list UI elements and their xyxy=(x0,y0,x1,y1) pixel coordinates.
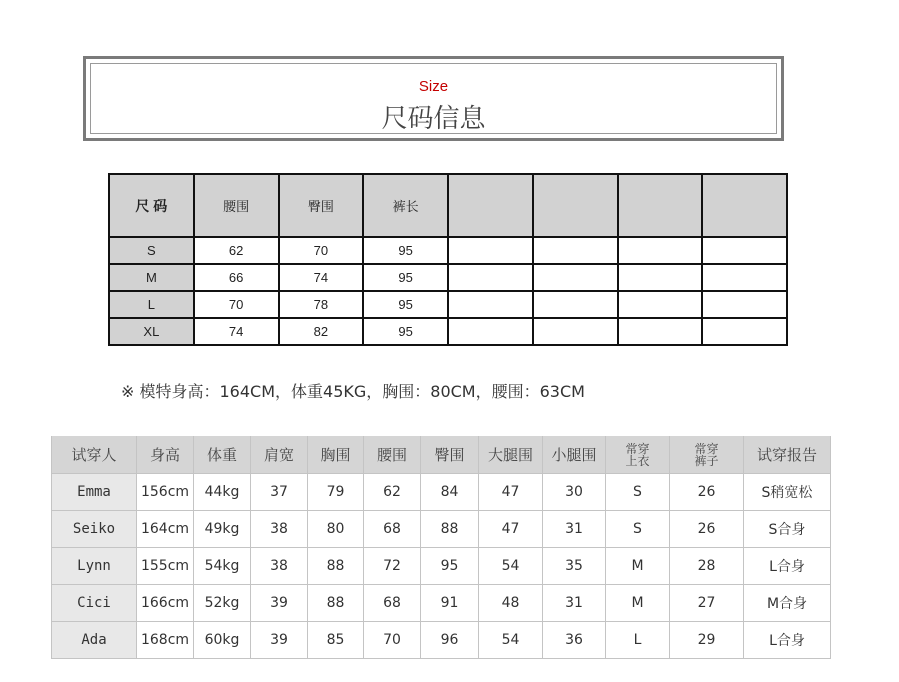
tryon-value-cell: 68 xyxy=(364,511,421,548)
tryon-header-cell: 试穿报告 xyxy=(744,436,831,474)
tryon-value-cell: 38 xyxy=(251,511,308,548)
size-header-cell xyxy=(533,174,618,237)
tryon-header-cell: 体重 xyxy=(194,436,251,474)
size-label-cell: L xyxy=(109,291,194,318)
size-value-cell: 62 xyxy=(194,237,279,264)
tryon-value-cell: 155cm xyxy=(137,548,194,585)
tryon-header-cell: 常穿 上衣 xyxy=(606,436,670,474)
size-header-cell: 臀围 xyxy=(279,174,364,237)
size-value-cell: 74 xyxy=(279,264,364,291)
size-table-row xyxy=(109,318,787,345)
tryon-value-cell: 95 xyxy=(421,548,479,585)
tryon-value-cell: 84 xyxy=(421,474,479,511)
tryon-value-cell: 31 xyxy=(543,585,606,622)
size-value-cell xyxy=(533,237,618,264)
tryon-table-row xyxy=(52,585,831,622)
tryon-header-cell: 胸围 xyxy=(308,436,364,474)
tryon-value-cell: 88 xyxy=(308,548,364,585)
size-value-cell: 74 xyxy=(194,318,279,345)
size-value-cell xyxy=(533,291,618,318)
tryon-value-cell: 47 xyxy=(479,511,543,548)
size-header-cell: 腰围 xyxy=(194,174,279,237)
tryon-value-cell: 37 xyxy=(251,474,308,511)
tryon-value-cell: 68 xyxy=(364,585,421,622)
tryon-value-cell: 48 xyxy=(479,585,543,622)
size-table-row xyxy=(109,264,787,291)
size-chart-table xyxy=(108,173,788,346)
tryon-value-cell: 26 xyxy=(670,474,744,511)
tryon-value-cell: M xyxy=(606,585,670,622)
tryon-value-cell: 54 xyxy=(479,622,543,659)
tryon-value-cell: L xyxy=(606,622,670,659)
tryon-header-cell: 试穿人 xyxy=(52,436,137,474)
tryon-value-cell: 36 xyxy=(543,622,606,659)
size-value-cell: 78 xyxy=(279,291,364,318)
size-header-cell xyxy=(618,174,703,237)
header-subtitle: Size xyxy=(418,78,449,95)
tryon-value-cell: 54 xyxy=(479,548,543,585)
size-value-cell xyxy=(448,291,533,318)
size-value-cell xyxy=(702,291,787,318)
tryon-value-cell: S xyxy=(606,511,670,548)
size-header-cell: 尺 码 xyxy=(109,174,194,237)
tryon-value-cell: S稍宽松 xyxy=(744,474,831,511)
tester-name-cell: Lynn xyxy=(52,548,137,585)
model-info-note: ※ 模特身高：164CM，体重45KG，胸围：80CM，腰围：63CM xyxy=(121,382,585,401)
size-value-cell xyxy=(618,264,703,291)
size-value-cell: 82 xyxy=(279,318,364,345)
tryon-value-cell: 28 xyxy=(670,548,744,585)
size-label-cell: XL xyxy=(109,318,194,345)
tryon-table-row xyxy=(52,622,831,659)
tryon-value-cell: 27 xyxy=(670,585,744,622)
size-value-cell xyxy=(618,291,703,318)
tryon-value-cell: L合身 xyxy=(744,622,831,659)
tryon-header-cell: 肩宽 xyxy=(251,436,308,474)
tryon-value-cell: 80 xyxy=(308,511,364,548)
tryon-value-cell: 88 xyxy=(421,511,479,548)
tryon-value-cell: 164cm xyxy=(137,511,194,548)
tryon-table-row xyxy=(52,474,831,511)
tryon-value-cell: S合身 xyxy=(744,511,831,548)
tryon-header-cell: 大腿围 xyxy=(479,436,543,474)
tryon-value-cell: 39 xyxy=(251,622,308,659)
size-value-cell: 70 xyxy=(194,291,279,318)
tryon-value-cell: 47 xyxy=(479,474,543,511)
size-label-cell: M xyxy=(109,264,194,291)
tryon-table-header-row xyxy=(52,436,831,474)
tryon-value-cell: 29 xyxy=(670,622,744,659)
tryon-value-cell: 166cm xyxy=(137,585,194,622)
size-value-cell xyxy=(448,237,533,264)
size-table-row xyxy=(109,237,787,264)
tryon-value-cell: 39 xyxy=(251,585,308,622)
size-value-cell: 95 xyxy=(363,291,448,318)
tryon-header-cell: 臀围 xyxy=(421,436,479,474)
tryon-header-cell: 小腿围 xyxy=(543,436,606,474)
tryon-header-cell: 身高 xyxy=(137,436,194,474)
size-value-cell: 66 xyxy=(194,264,279,291)
size-value-cell xyxy=(533,264,618,291)
size-table-header-row xyxy=(109,174,787,237)
tryon-value-cell: 38 xyxy=(251,548,308,585)
size-value-cell xyxy=(448,318,533,345)
tryon-table-row xyxy=(52,548,831,585)
size-value-cell: 95 xyxy=(363,318,448,345)
tryon-value-cell: 168cm xyxy=(137,622,194,659)
tryon-value-cell: 52kg xyxy=(194,585,251,622)
size-header-cell: 裤长 xyxy=(363,174,448,237)
header-title: 尺码信息 xyxy=(381,104,486,134)
size-header-box xyxy=(83,56,784,141)
tryon-value-cell: 54kg xyxy=(194,548,251,585)
size-value-cell xyxy=(533,318,618,345)
tryon-value-cell: 30 xyxy=(543,474,606,511)
tryon-value-cell: 72 xyxy=(364,548,421,585)
size-value-cell xyxy=(618,237,703,264)
size-label-cell: S xyxy=(109,237,194,264)
tryon-value-cell: 156cm xyxy=(137,474,194,511)
tryon-value-cell: 44kg xyxy=(194,474,251,511)
size-value-cell xyxy=(618,318,703,345)
size-header-cell xyxy=(448,174,533,237)
tester-name-cell: Cici xyxy=(52,585,137,622)
tester-name-cell: Emma xyxy=(52,474,137,511)
tryon-value-cell: 31 xyxy=(543,511,606,548)
tryon-value-cell: 49kg xyxy=(194,511,251,548)
tester-name-cell: Seiko xyxy=(52,511,137,548)
tryon-value-cell: 70 xyxy=(364,622,421,659)
tryon-value-cell: 35 xyxy=(543,548,606,585)
tryon-table-row xyxy=(52,511,831,548)
tryon-header-cell: 腰围 xyxy=(364,436,421,474)
size-value-cell: 70 xyxy=(279,237,364,264)
size-header-cell xyxy=(702,174,787,237)
size-table-row xyxy=(109,291,787,318)
tryon-value-cell: 79 xyxy=(308,474,364,511)
size-value-cell: 95 xyxy=(363,264,448,291)
tryon-value-cell: 96 xyxy=(421,622,479,659)
tryon-value-cell: 88 xyxy=(308,585,364,622)
tester-name-cell: Ada xyxy=(52,622,137,659)
size-value-cell xyxy=(448,264,533,291)
tryon-value-cell: 91 xyxy=(421,585,479,622)
tryon-value-cell: S xyxy=(606,474,670,511)
tryon-value-cell: 60kg xyxy=(194,622,251,659)
size-value-cell xyxy=(702,318,787,345)
tryon-value-cell: L合身 xyxy=(744,548,831,585)
tryon-value-cell: 26 xyxy=(670,511,744,548)
tryon-header-cell: 常穿 裤子 xyxy=(670,436,744,474)
size-value-cell xyxy=(702,237,787,264)
tryon-value-cell: 85 xyxy=(308,622,364,659)
tryon-value-cell: M xyxy=(606,548,670,585)
tryon-value-cell: M合身 xyxy=(744,585,831,622)
tryon-value-cell: 62 xyxy=(364,474,421,511)
size-value-cell xyxy=(702,264,787,291)
size-header-inner-frame xyxy=(90,63,777,134)
size-value-cell: 95 xyxy=(363,237,448,264)
tryon-report-table xyxy=(51,436,831,659)
